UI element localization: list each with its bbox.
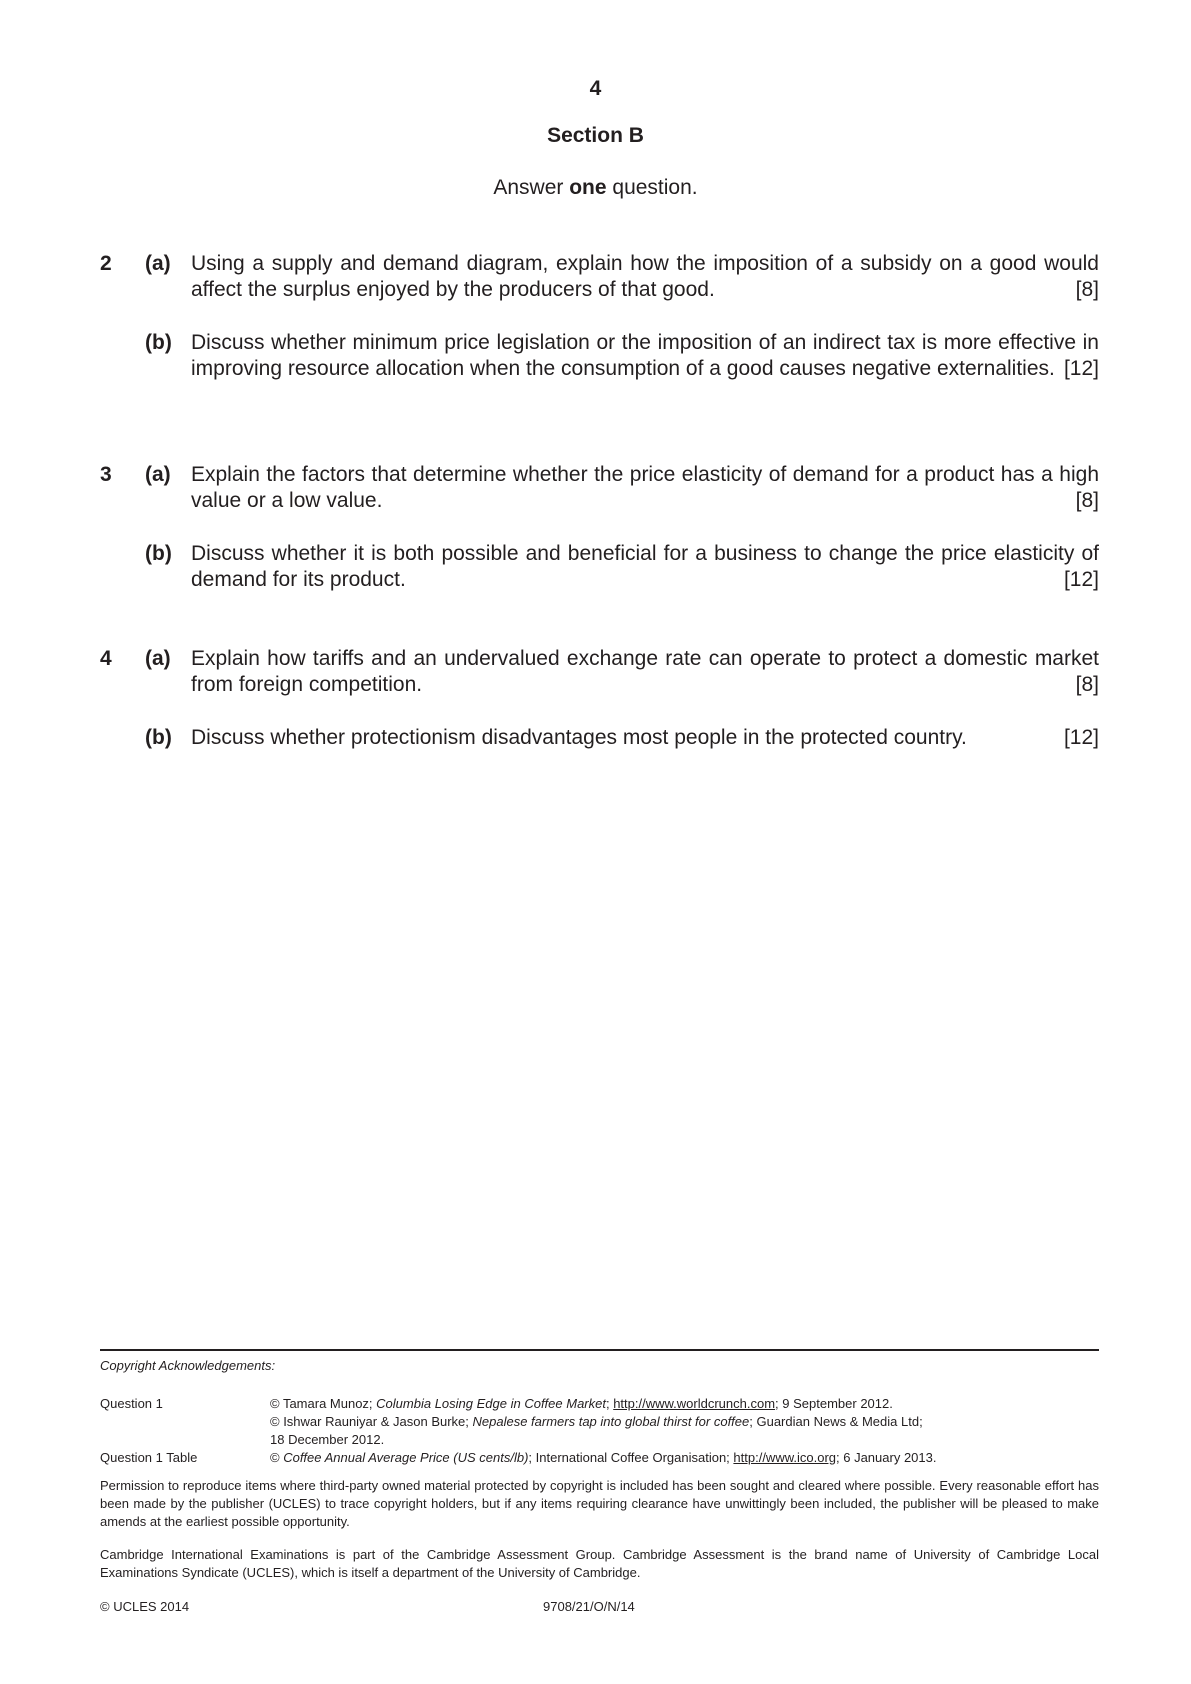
marks: [12] xyxy=(1063,726,1099,749)
part-text: Explain how tariffs and an undervalued exchange rate can operate to protect a domestic market from foreign competition. [8] xyxy=(191,647,1099,696)
copyright-acknowledgements-title: Copyright Acknowledgements: xyxy=(100,1358,276,1373)
part-label: (b) xyxy=(145,726,172,749)
marks: [8] xyxy=(1075,673,1099,696)
cambridge-notice: Cambridge International Examinations is part of the Cambridge Assessment Group. Cambridge Assessment is the brand name of University of Cambridge Local Examinations Syndicate (UCLES), which is itself a department of the University of Cambridge. xyxy=(100,1547,1099,1580)
part-text: Discuss whether minimum price legislation or the imposition of an indirect tax is more effective in improving resource allocation when the consumption of a good causes negative externalities. [12] xyxy=(191,331,1099,380)
question-number: 4 xyxy=(100,647,112,670)
marks: [12] xyxy=(1063,357,1099,380)
page-number: 4 xyxy=(589,77,602,100)
source-link[interactable]: http://www.ico.org xyxy=(733,1450,837,1465)
source-link[interactable]: http://www.worldcrunch.com xyxy=(613,1396,776,1411)
ack-row-label: Question 1 Table xyxy=(100,1450,198,1465)
part-text: Using a supply and demand diagram, explain how the imposition of a subsidy on a good would affect the surplus enjoyed by the producers of that good. [8] xyxy=(191,252,1099,301)
section-title: Section B xyxy=(547,124,644,147)
part-label: (a) xyxy=(145,463,171,486)
question-number: 3 xyxy=(100,463,112,486)
ack-row-line: © Coffee Annual Average Price (US cents/lb); International Coffee Organisation; http://www.ico.org; 6 January 2013. xyxy=(270,1450,937,1465)
ack-row-line: 18 December 2012. xyxy=(270,1432,385,1447)
footer-divider xyxy=(100,1349,1099,1351)
permission-notice: Permission to reproduce items where third-party owned material protected by copyright is included has been sought and cleared where possible. Every reasonable effort has been made by the publisher (UCLES) to trace copyright holders, but if any items requiring clearance have unwittingly been included, the publisher will be pleased to make amends at the earliest possible opportunity. xyxy=(100,1478,1099,1529)
part-label: (b) xyxy=(145,542,172,565)
marks: [12] xyxy=(1063,568,1099,591)
part-label: (a) xyxy=(145,252,171,275)
ack-row-line: © Ishwar Rauniyar & Jason Burke; Nepalese farmers tap into global thirst for coffee; Guardian News & Media Ltd; xyxy=(270,1414,923,1429)
marks: [8] xyxy=(1075,278,1099,301)
part-label: (a) xyxy=(145,647,171,670)
instruction: Answer one question. xyxy=(493,176,698,199)
part-label: (b) xyxy=(145,331,172,354)
instruction-emphasis: one xyxy=(569,176,607,199)
ack-row-label: Question 1 xyxy=(100,1396,163,1411)
question-number: 2 xyxy=(100,252,112,275)
part-text: Discuss whether protectionism disadvantages most people in the protected country. [12] xyxy=(191,726,1099,749)
marks: [8] xyxy=(1075,489,1099,512)
part-text: Discuss whether it is both possible and beneficial for a business to change the price elasticity of demand for its product. [12] xyxy=(191,542,1099,591)
paper-code: 9708/21/O/N/14 xyxy=(543,1599,635,1614)
ack-row-line: © Tamara Munoz; Columbia Losing Edge in Coffee Market; http://www.worldcrunch.com; 9 September 2012. xyxy=(270,1396,893,1411)
copyright-notice: © UCLES 2014 xyxy=(100,1599,190,1614)
part-text: Explain the factors that determine whether the price elasticity of demand for a product has a high value or a low value. [8] xyxy=(191,463,1099,512)
